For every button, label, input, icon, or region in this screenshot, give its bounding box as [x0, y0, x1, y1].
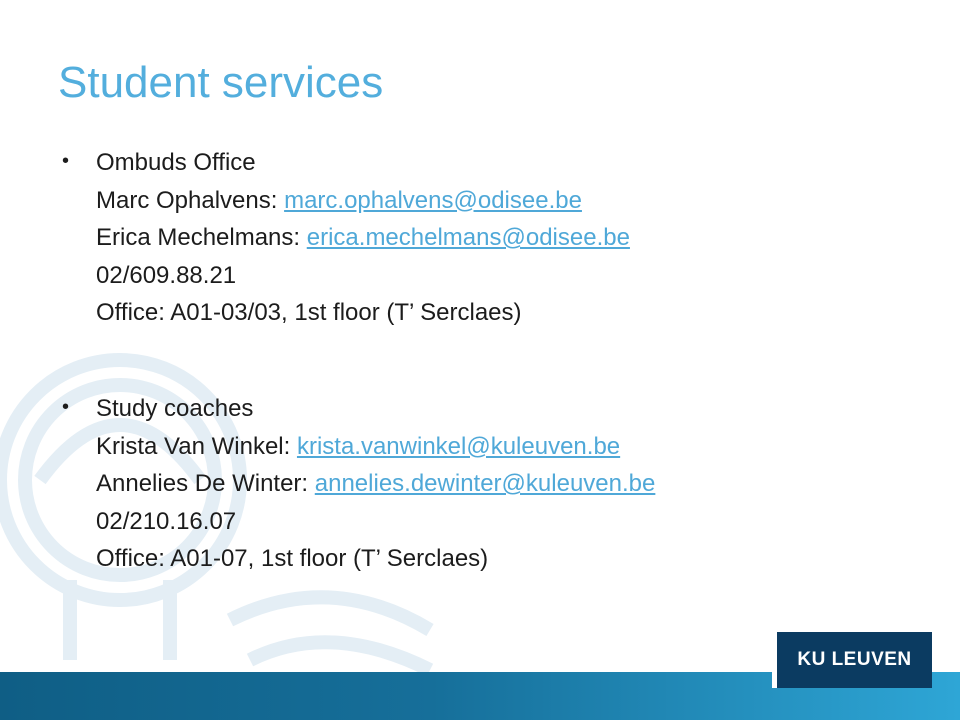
contact-name: Annelies De Winter: [96, 470, 315, 497]
study-coaches-bullet [62, 390, 940, 578]
contact-name: Marc Ophalvens: [96, 186, 285, 214]
ombuds-heading: Ombuds Office [96, 149, 256, 176]
contact-name: Krista Van Winkel: [96, 432, 297, 460]
ombuds-phone: 02/609.88.21 [96, 261, 237, 289]
ombuds-contact-2 [96, 219, 940, 257]
contact-name: Erica Mechelmans: [96, 224, 307, 251]
email-link-erica[interactable]: erica.mechelmans@odisee.be [306, 224, 630, 251]
email-link-marc[interactable]: marc.ophalvens@odisee.be [284, 186, 582, 214]
bullet-icon: • [62, 396, 70, 418]
email-link-annelies[interactable]: annelies.dewinter@kuleuven.be [314, 470, 656, 497]
coaches-contact-1 [96, 428, 940, 466]
coaches-phone: 02/210.16.07 [96, 507, 237, 535]
logo-text: KU LEUVEN [797, 649, 912, 670]
ombuds-contact-1 [96, 182, 940, 220]
coaches-heading: Study coaches [96, 395, 254, 422]
ombuds-office-bullet [62, 144, 940, 332]
coaches-office: Office: A01-07, 1st floor (T’ Serclaes) [96, 545, 489, 572]
ombuds-office: Office: A01-03/03, 1st floor (T’ Serclaes) [96, 299, 522, 326]
email-link-krista[interactable]: krista.vanwinkel@kuleuven.be [296, 432, 621, 460]
slide-title: Student services [58, 58, 384, 107]
bullet-icon: • [62, 150, 70, 172]
coaches-contact-2 [96, 465, 940, 503]
ku-leuven-logo [772, 632, 932, 688]
